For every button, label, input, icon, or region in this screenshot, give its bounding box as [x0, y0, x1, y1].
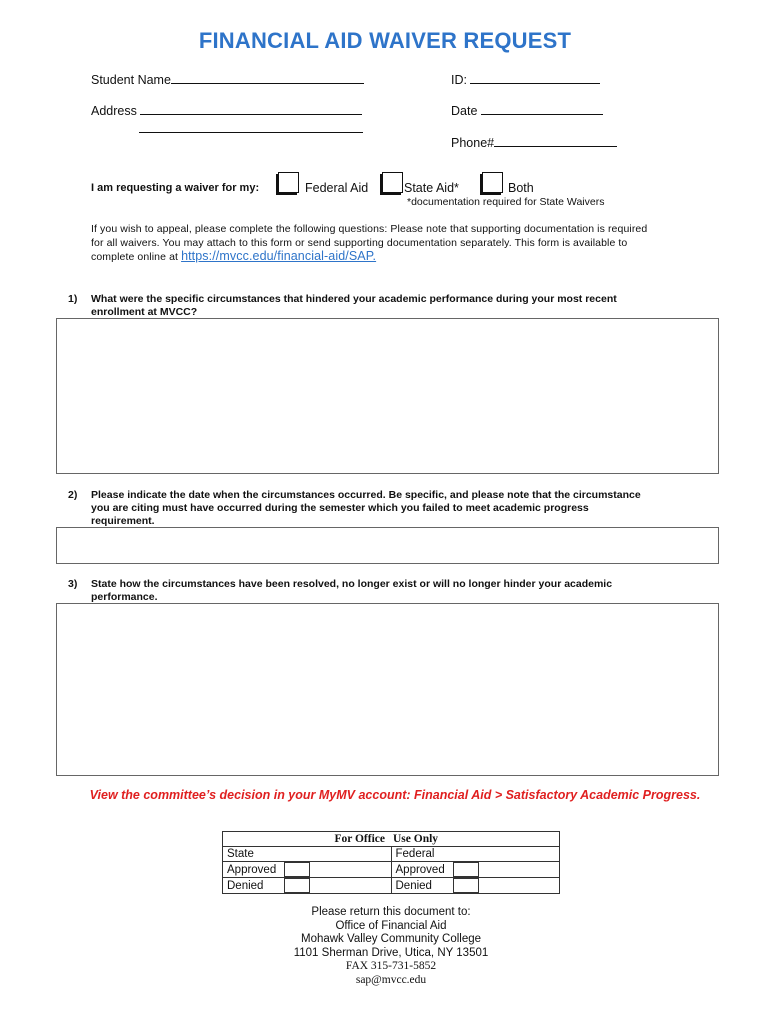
- question-2-line-1: Please indicate the date when the circumstances occurred. Be specific, and please note that the circumstance: [91, 489, 641, 501]
- decision-note: View the committee’s decision in your MyMV account: Financial Aid > Satisfactory Academic Progress.: [89, 788, 701, 802]
- question-1-line-2: enrollment at MVCC?: [91, 306, 198, 318]
- address-field-line2[interactable]: [139, 120, 363, 133]
- office-federal-denied-label: Denied: [391, 878, 449, 894]
- intro-line-2: for all waivers. You may attach to this form or send supporting documentation separately. This form is available to: [91, 236, 628, 249]
- question-1-line-1: What were the specific circumstances that hindered your academic performance during your most recent: [91, 293, 617, 305]
- footer-return: Please return this document to:: [311, 906, 471, 918]
- office-table-row: [223, 862, 560, 878]
- student-name-row: [91, 71, 364, 87]
- waiver-label: I am requesting a waiver for my:: [91, 182, 260, 194]
- form-title: FINANCIAL AID WAIVER REQUEST: [198, 28, 572, 53]
- question-2-answer-box[interactable]: [56, 527, 719, 564]
- id-field[interactable]: [470, 71, 600, 84]
- question-3-text: [91, 578, 711, 604]
- state-denied-checkbox[interactable]: [284, 878, 310, 893]
- id-row: [451, 71, 600, 87]
- office-federal-label: Federal: [391, 847, 560, 862]
- phone-field[interactable]: [494, 134, 617, 147]
- office-use-table: [222, 831, 560, 894]
- federal-denied-checkbox[interactable]: [453, 878, 479, 893]
- intro-line-3: [91, 250, 691, 265]
- federal-approved-checkbox[interactable]: [453, 862, 479, 877]
- question-2-line-3: requirement.: [91, 515, 155, 527]
- state-waiver-note: *documentation required for State Waivers: [407, 196, 605, 208]
- intro-line-3-text: complete online at: [91, 251, 179, 263]
- both-label: Both: [508, 181, 534, 195]
- question-3-answer-box[interactable]: [56, 603, 719, 776]
- question-1-number: 1): [68, 293, 78, 305]
- question-3-number: 3): [68, 578, 78, 590]
- question-3-line-2: performance.: [91, 591, 158, 603]
- student-name-field[interactable]: [171, 71, 364, 84]
- both-checkbox[interactable]: [482, 172, 503, 193]
- intro-line-1: If you wish to appeal, please complete the following questions: Please note that supporting documentation is required: [91, 223, 648, 235]
- date-label: Date: [451, 104, 478, 118]
- phone-row: [451, 134, 617, 150]
- id-label: ID:: [451, 73, 467, 87]
- question-2-line-2: you are citing must have occurred during the semester which you failed to meet academic progress: [91, 502, 589, 514]
- office-header-left: For Office: [223, 832, 392, 847]
- footer-address: 1101 Sherman Drive, Utica, NY 13501: [293, 946, 489, 959]
- footer-fax: FAX 315-731-5852: [345, 960, 437, 972]
- federal-aid-label: Federal Aid: [305, 181, 369, 195]
- sap-link[interactable]: https://mvcc.edu/financial-aid/SAP.: [181, 249, 377, 263]
- date-field[interactable]: [481, 102, 603, 115]
- address-label: Address: [91, 104, 137, 118]
- footer-office: Office of Financial Aid: [335, 919, 447, 932]
- question-2-text: [91, 489, 711, 528]
- question-3-line-1: State how the circumstances have been resolved, no longer exist or will no longer hinder your academic: [91, 578, 613, 590]
- question-1-text: [91, 293, 711, 319]
- office-federal-approved-label: Approved: [391, 862, 449, 878]
- office-table-header-row: [223, 832, 560, 847]
- state-aid-checkbox[interactable]: [382, 172, 403, 193]
- office-state-denied-label: Denied: [223, 878, 281, 894]
- office-state-label: State: [223, 847, 392, 862]
- address-field-line1[interactable]: [140, 102, 362, 115]
- state-approved-checkbox[interactable]: [284, 862, 310, 877]
- office-header-right: Use Only: [391, 832, 560, 847]
- address-row: [91, 102, 362, 118]
- office-table-row: [223, 847, 560, 862]
- footer-email[interactable]: sap@mvcc.edu: [355, 973, 427, 986]
- footer-college: Mohawk Valley Community College: [300, 933, 482, 945]
- phone-label: Phone#: [451, 136, 495, 150]
- return-instructions: [0, 906, 770, 987]
- date-row: [451, 102, 603, 118]
- question-1-answer-box[interactable]: [56, 318, 719, 474]
- state-aid-label: State Aid*: [404, 181, 459, 195]
- office-table-row: [223, 878, 560, 894]
- federal-aid-checkbox[interactable]: [278, 172, 299, 193]
- intro-paragraph: [91, 223, 691, 265]
- office-state-approved-label: Approved: [223, 862, 281, 878]
- question-2-number: 2): [68, 489, 78, 501]
- student-name-label: Student Name: [91, 73, 171, 87]
